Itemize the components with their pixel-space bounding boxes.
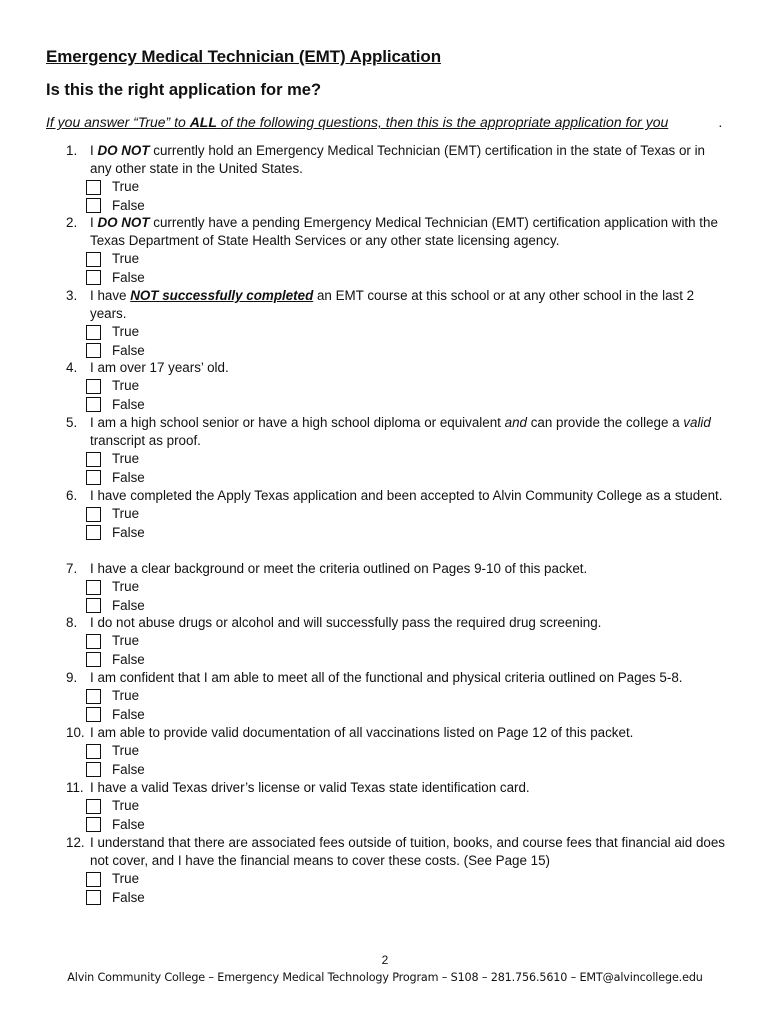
option-true[interactable]: True	[86, 632, 726, 650]
question-number: 2.	[66, 215, 78, 230]
checkbox-false[interactable]	[86, 343, 101, 358]
question-text: I have a valid Texas driver’s license or valid Texas state identification card.	[90, 780, 530, 795]
question-12	[66, 834, 726, 907]
question-text: I am over 17 years’ old.	[90, 360, 229, 375]
checkbox-false[interactable]	[86, 397, 101, 412]
question-text: I am a high school senior or have a high school diploma or equivalent and can provide the college a valid transcript as proof.	[90, 415, 711, 449]
option-false[interactable]: False	[86, 342, 726, 360]
question-4	[66, 359, 726, 414]
checkbox-true[interactable]	[86, 252, 101, 267]
checkbox-true[interactable]	[86, 799, 101, 814]
question-3	[66, 287, 726, 360]
option-true[interactable]: True	[86, 578, 726, 596]
question-number: 8.	[66, 615, 78, 630]
question-7	[66, 560, 726, 615]
instructions-period: .	[719, 114, 723, 130]
option-true[interactable]: True	[86, 178, 726, 196]
question-11	[66, 779, 726, 834]
checkbox-true[interactable]	[86, 180, 101, 195]
page-footer: Alvin Community College – Emergency Medical Technology Program – S108 – 281.756.5610 – EMT@alvincollege.edu	[67, 971, 703, 984]
option-false[interactable]: False	[86, 469, 726, 487]
checkbox-false[interactable]	[86, 762, 101, 777]
question-number: 4.	[66, 360, 78, 375]
question-text: I have a clear background or meet the criteria outlined on Pages 9-10 of this packet.	[90, 561, 588, 576]
instructions-part2: of the following questions, then this is the appropriate application for you	[216, 114, 669, 130]
option-true[interactable]: True	[86, 797, 726, 815]
checkbox-false[interactable]	[86, 890, 101, 905]
question-text: I do not abuse drugs or alcohol and will successfully pass the required drug screening.	[90, 615, 602, 630]
option-false[interactable]: False	[86, 269, 726, 287]
page-title: Emergency Medical Technician (EMT) Application	[46, 47, 441, 66]
checkbox-true[interactable]	[86, 452, 101, 467]
option-true[interactable]: True	[86, 870, 726, 888]
question-number: 9.	[66, 670, 78, 685]
question-10	[66, 724, 726, 779]
checkbox-false[interactable]	[86, 470, 101, 485]
question-text: I am confident that I am able to meet all of the functional and physical criteria outlined on Pages 5-8.	[90, 670, 683, 685]
question-number: 11.	[66, 780, 84, 795]
checkbox-true[interactable]	[86, 507, 101, 522]
option-false[interactable]: False	[86, 816, 726, 834]
option-false[interactable]: False	[86, 396, 726, 414]
checkbox-false[interactable]	[86, 652, 101, 667]
checkbox-false[interactable]	[86, 598, 101, 613]
checkbox-true[interactable]	[86, 872, 101, 887]
checkbox-true[interactable]	[86, 689, 101, 704]
option-true[interactable]: True	[86, 505, 726, 523]
section-heading: Is this the right application for me?	[46, 81, 322, 99]
question-text: I understand that there are associated fees outside of tuition, books, and course fees that financial aid does not cover, and I have the financial means to cover these costs. (See Page 15)	[90, 835, 725, 869]
option-false[interactable]: False	[86, 706, 726, 724]
question-text: I DO NOT currently hold an Emergency Medical Technician (EMT) certification in the state of Texas or in any other state in the United States.	[90, 143, 705, 177]
checkbox-true[interactable]	[86, 325, 101, 340]
checkbox-true[interactable]	[86, 580, 101, 595]
question-1	[66, 142, 726, 215]
option-true[interactable]: True	[86, 742, 726, 760]
instructions-part1: If you answer “True” to	[46, 114, 190, 130]
option-false[interactable]: False	[86, 651, 726, 669]
question-9	[66, 669, 726, 724]
checkbox-false[interactable]	[86, 817, 101, 832]
question-number: 1.	[66, 143, 78, 158]
checkbox-false[interactable]	[86, 198, 101, 213]
option-false[interactable]: False	[86, 524, 726, 542]
question-number: 12.	[66, 835, 85, 850]
checkbox-false[interactable]	[86, 525, 101, 540]
question-number: 7.	[66, 561, 78, 576]
question-number: 10.	[66, 725, 85, 740]
question-6	[66, 487, 726, 542]
question-text: I have completed the Apply Texas application and been accepted to Alvin Community College as a student.	[90, 488, 723, 503]
question-5	[66, 414, 726, 487]
option-false[interactable]: False	[86, 597, 726, 615]
option-true[interactable]: True	[86, 687, 726, 705]
question-number: 6.	[66, 488, 78, 503]
option-false[interactable]: False	[86, 761, 726, 779]
checkbox-true[interactable]	[86, 634, 101, 649]
checkbox-false[interactable]	[86, 707, 101, 722]
checkbox-true[interactable]	[86, 744, 101, 759]
option-false[interactable]: False	[86, 197, 726, 215]
question-8	[66, 614, 726, 669]
checkbox-false[interactable]	[86, 270, 101, 285]
option-false[interactable]: False	[86, 889, 726, 907]
question-text: I am able to provide valid documentation of all vaccinations listed on Page 12 of this packet.	[90, 725, 634, 740]
instructions-bold: ALL	[189, 114, 217, 130]
option-true[interactable]: True	[86, 377, 726, 395]
question-number: 3.	[66, 288, 78, 303]
question-2	[66, 214, 726, 287]
question-number: 5.	[66, 415, 78, 430]
option-true[interactable]: True	[86, 450, 726, 468]
checkbox-true[interactable]	[86, 379, 101, 394]
question-text: I have NOT successfully completed an EMT course at this school or at any other school in the last 2 years.	[90, 288, 695, 322]
option-true[interactable]: True	[86, 323, 726, 341]
option-true[interactable]: True	[86, 250, 726, 268]
instructions	[46, 114, 668, 130]
question-text: I DO NOT currently have a pending Emergency Medical Technician (EMT) certification application with the Texas Department of State Health Services or any other state licensing agency.	[90, 215, 718, 249]
page-number: 2	[381, 953, 389, 967]
